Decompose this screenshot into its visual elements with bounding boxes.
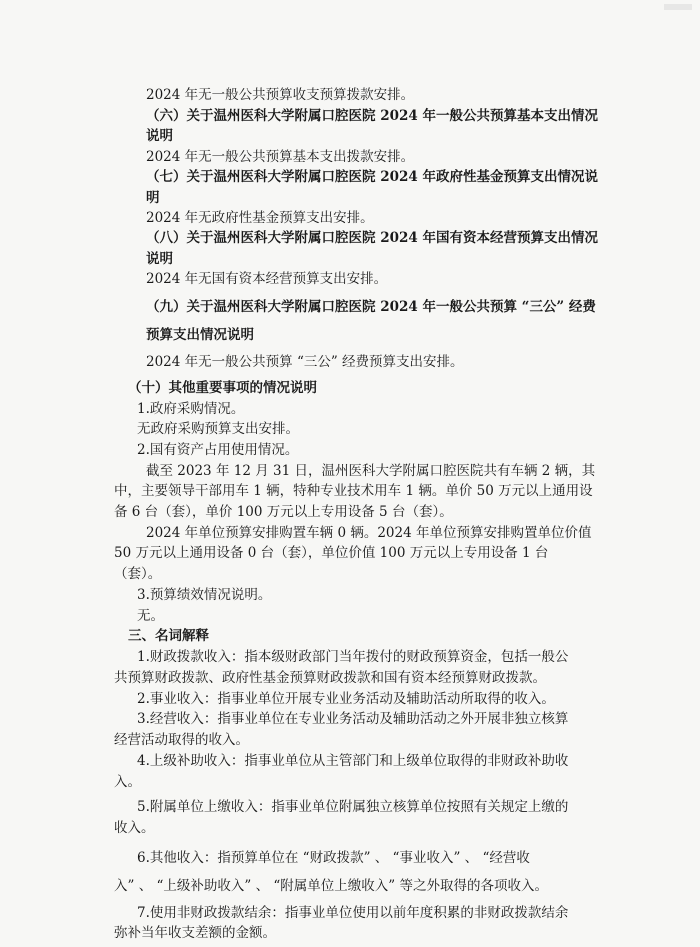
section-heading-7: （七）关于温州医科大学附属口腔医院 2024 年政府性基金预算支出情况说 (146, 169, 598, 185)
text-line: 5.附属单位上缴收入：指事业单位附属独立核算单位按照有关规定上缴的 (137, 799, 569, 815)
text-line: 无。 (137, 608, 164, 624)
section-heading-9: （九）关于温州医科大学附属口腔医院 2024 年一般公共预算 “三公” 经费 (146, 299, 596, 315)
text-line: 2024 年无一般公共预算基本支出拨款安排。 (146, 149, 415, 165)
text-line: 弥补当年收支差额的金额。 (114, 925, 276, 941)
text-line: 2.国有资产占用使用情况。 (137, 442, 299, 458)
text-line: 2024 年无一般公共预算收支预算拨款安排。 (146, 87, 415, 103)
text-line: 2024 年单位预算安排购置车辆 0 辆。2024 年单位预算安排购置单位价值 (146, 525, 592, 541)
text-line: 入” 、 “上级补助收入” 、 “附属单位上缴收入” 等之外取得的各项收入。 (114, 878, 548, 894)
text-line: 7.使用非财政拨款结余：指事业单位使用以前年度积累的非财政拨款结余 (137, 905, 569, 921)
text-line: 无政府采购预算支出安排。 (137, 421, 299, 437)
text-line: 50 万元以上通用设备 0 台（套），单位价值 100 万元以上专用设备 1 台 (114, 545, 549, 561)
section-heading-10: （十）其他重要事项的情况说明 (128, 380, 317, 396)
text-line: 3.经营收入：指事业单位在专业业务活动及辅助活动之外开展非独立核算 (137, 711, 569, 727)
text-line: 3.预算绩效情况说明。 (137, 587, 272, 603)
text-line: 截至 2023 年 12 月 31 日，温州医科大学附属口腔医院共有车辆 2 辆，其 (146, 463, 596, 479)
section-heading-8-cont: 说明 (146, 251, 173, 267)
text-line: 经营活动取得的收入。 (114, 732, 249, 748)
scan-artifact (664, 4, 692, 10)
section-heading-6: （六）关于温州医科大学附属口腔医院 2024 年一般公共预算基本支出情况 (146, 108, 598, 124)
text-line: 2024 年无政府性基金预算支出安排。 (146, 210, 374, 226)
text-line: 2024 年无国有资本经营预算支出安排。 (146, 271, 388, 287)
section-heading-3: 三、名词解释 (128, 628, 209, 644)
section-heading-6-cont: 说明 (146, 128, 173, 144)
text-line: 收入。 (114, 820, 155, 836)
text-line: 1.政府采购情况。 (137, 401, 245, 417)
section-heading-7-cont: 明 (146, 190, 160, 206)
text-line: 2024 年无一般公共预算 “三公” 经费预算支出安排。 (146, 354, 464, 370)
text-line: （套）。 (114, 566, 162, 582)
text-line: 6.其他收入：指预算单位在 “财政拨款” 、 “事业收入” 、 “经营收 (137, 850, 530, 866)
text-line: 共预算财政拨款、政府性基金预算财政拨款和国有资本经预算财政拨款。 (114, 670, 546, 686)
text-line: 4.上级补助收入：指事业单位从主管部门和上级单位取得的非财政补助收 (137, 753, 569, 769)
section-heading-8: （八）关于温州医科大学附属口腔医院 2024 年国有资本经营预算支出情况 (146, 230, 598, 246)
text-line: 备 6 台（套），单价 100 万元以上专用设备 5 台（套）。 (114, 504, 453, 520)
text-line: 1.财政拨款收入：指本级财政部门当年拨付的财政预算资金，包括一般公 (137, 649, 569, 665)
text-line: 2.事业收入：指事业单位开展专业业务活动及辅助活动所取得的收入。 (137, 691, 555, 707)
section-heading-9-cont: 预算支出情况说明 (146, 327, 254, 343)
text-line: 入。 (114, 774, 141, 790)
text-line: 中，主要领导干部用车 1 辆，特种专业技术用车 1 辆。单价 50 万元以上通用设 (114, 483, 593, 499)
